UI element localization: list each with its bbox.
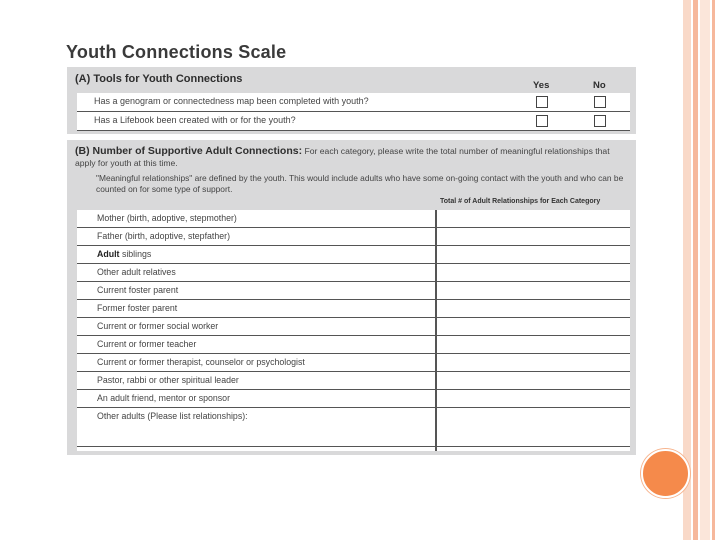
page-title: Youth Connections Scale <box>66 42 287 62</box>
connections-table <box>77 210 630 451</box>
row-label: Current foster parent <box>97 285 179 295</box>
table-row[interactable] <box>77 282 630 300</box>
table-row[interactable] <box>77 264 630 282</box>
genogram-no-checkbox[interactable] <box>594 96 606 108</box>
question-lifebook: Has a Lifebook been created with or for the youth? <box>94 115 296 125</box>
table-row[interactable] <box>77 318 630 336</box>
section-b-definition: "Meaningful relationships" are defined by the youth. This would include adults who have some on-going contact with the youth and who can be counted on for some type of support. <box>96 173 624 194</box>
section-b-heading: (B) Number of Supportive Adult Connections: <box>75 145 303 157</box>
table-row[interactable] <box>77 408 630 447</box>
row-label <box>97 249 151 259</box>
section-b-connections <box>67 140 636 455</box>
table-row[interactable] <box>77 246 630 264</box>
row-label: Father (birth, adoptive, stepfather) <box>97 231 230 241</box>
section-b-instruction: For each category, please write the total number of meaningful relationships that apply for youth at this time. <box>75 146 610 168</box>
decorative-stripe <box>693 0 698 540</box>
question-genogram: Has a genogram or connectedness map been completed with youth? <box>94 96 369 106</box>
no-column-header: No <box>593 80 606 91</box>
row-label: Current or former social worker <box>97 321 219 331</box>
section-b-intro <box>75 146 623 169</box>
table-row[interactable] <box>77 210 630 228</box>
table-row[interactable] <box>77 228 630 246</box>
lifebook-yes-checkbox[interactable] <box>536 115 548 127</box>
row-label: An adult friend, mentor or sponsor <box>97 393 231 403</box>
table-row[interactable] <box>77 300 630 318</box>
row-label-rest: siblings <box>121 249 152 259</box>
column-divider <box>435 210 437 451</box>
decorative-circle <box>641 449 690 498</box>
total-column-header: Total # of Adult Relationships for Each Category <box>440 198 601 205</box>
row-label-bold: Adult <box>97 249 120 259</box>
row-label: Current or former therapist, counselor or psychologist <box>97 357 305 367</box>
row-label: Other adults (Please list relationships): <box>97 411 248 421</box>
lifebook-no-checkbox[interactable] <box>594 115 606 127</box>
row-label: Current or former teacher <box>97 339 197 349</box>
section-a-tools <box>67 67 636 134</box>
question-row <box>77 93 630 112</box>
decorative-stripe <box>700 0 710 540</box>
question-row <box>77 112 630 131</box>
table-row[interactable] <box>77 390 630 408</box>
row-label: Mother (birth, adoptive, stepmother) <box>97 213 237 223</box>
row-label: Former foster parent <box>97 303 178 313</box>
table-row[interactable] <box>77 354 630 372</box>
yes-column-header: Yes <box>533 80 550 91</box>
table-row[interactable] <box>77 336 630 354</box>
decorative-stripe <box>712 0 715 540</box>
section-a-heading: (A) Tools for Youth Connections <box>75 73 243 85</box>
row-label: Pastor, rabbi or other spiritual leader <box>97 375 239 385</box>
row-label: Other adult relatives <box>97 267 176 277</box>
table-row[interactable] <box>77 372 630 390</box>
genogram-yes-checkbox[interactable] <box>536 96 548 108</box>
